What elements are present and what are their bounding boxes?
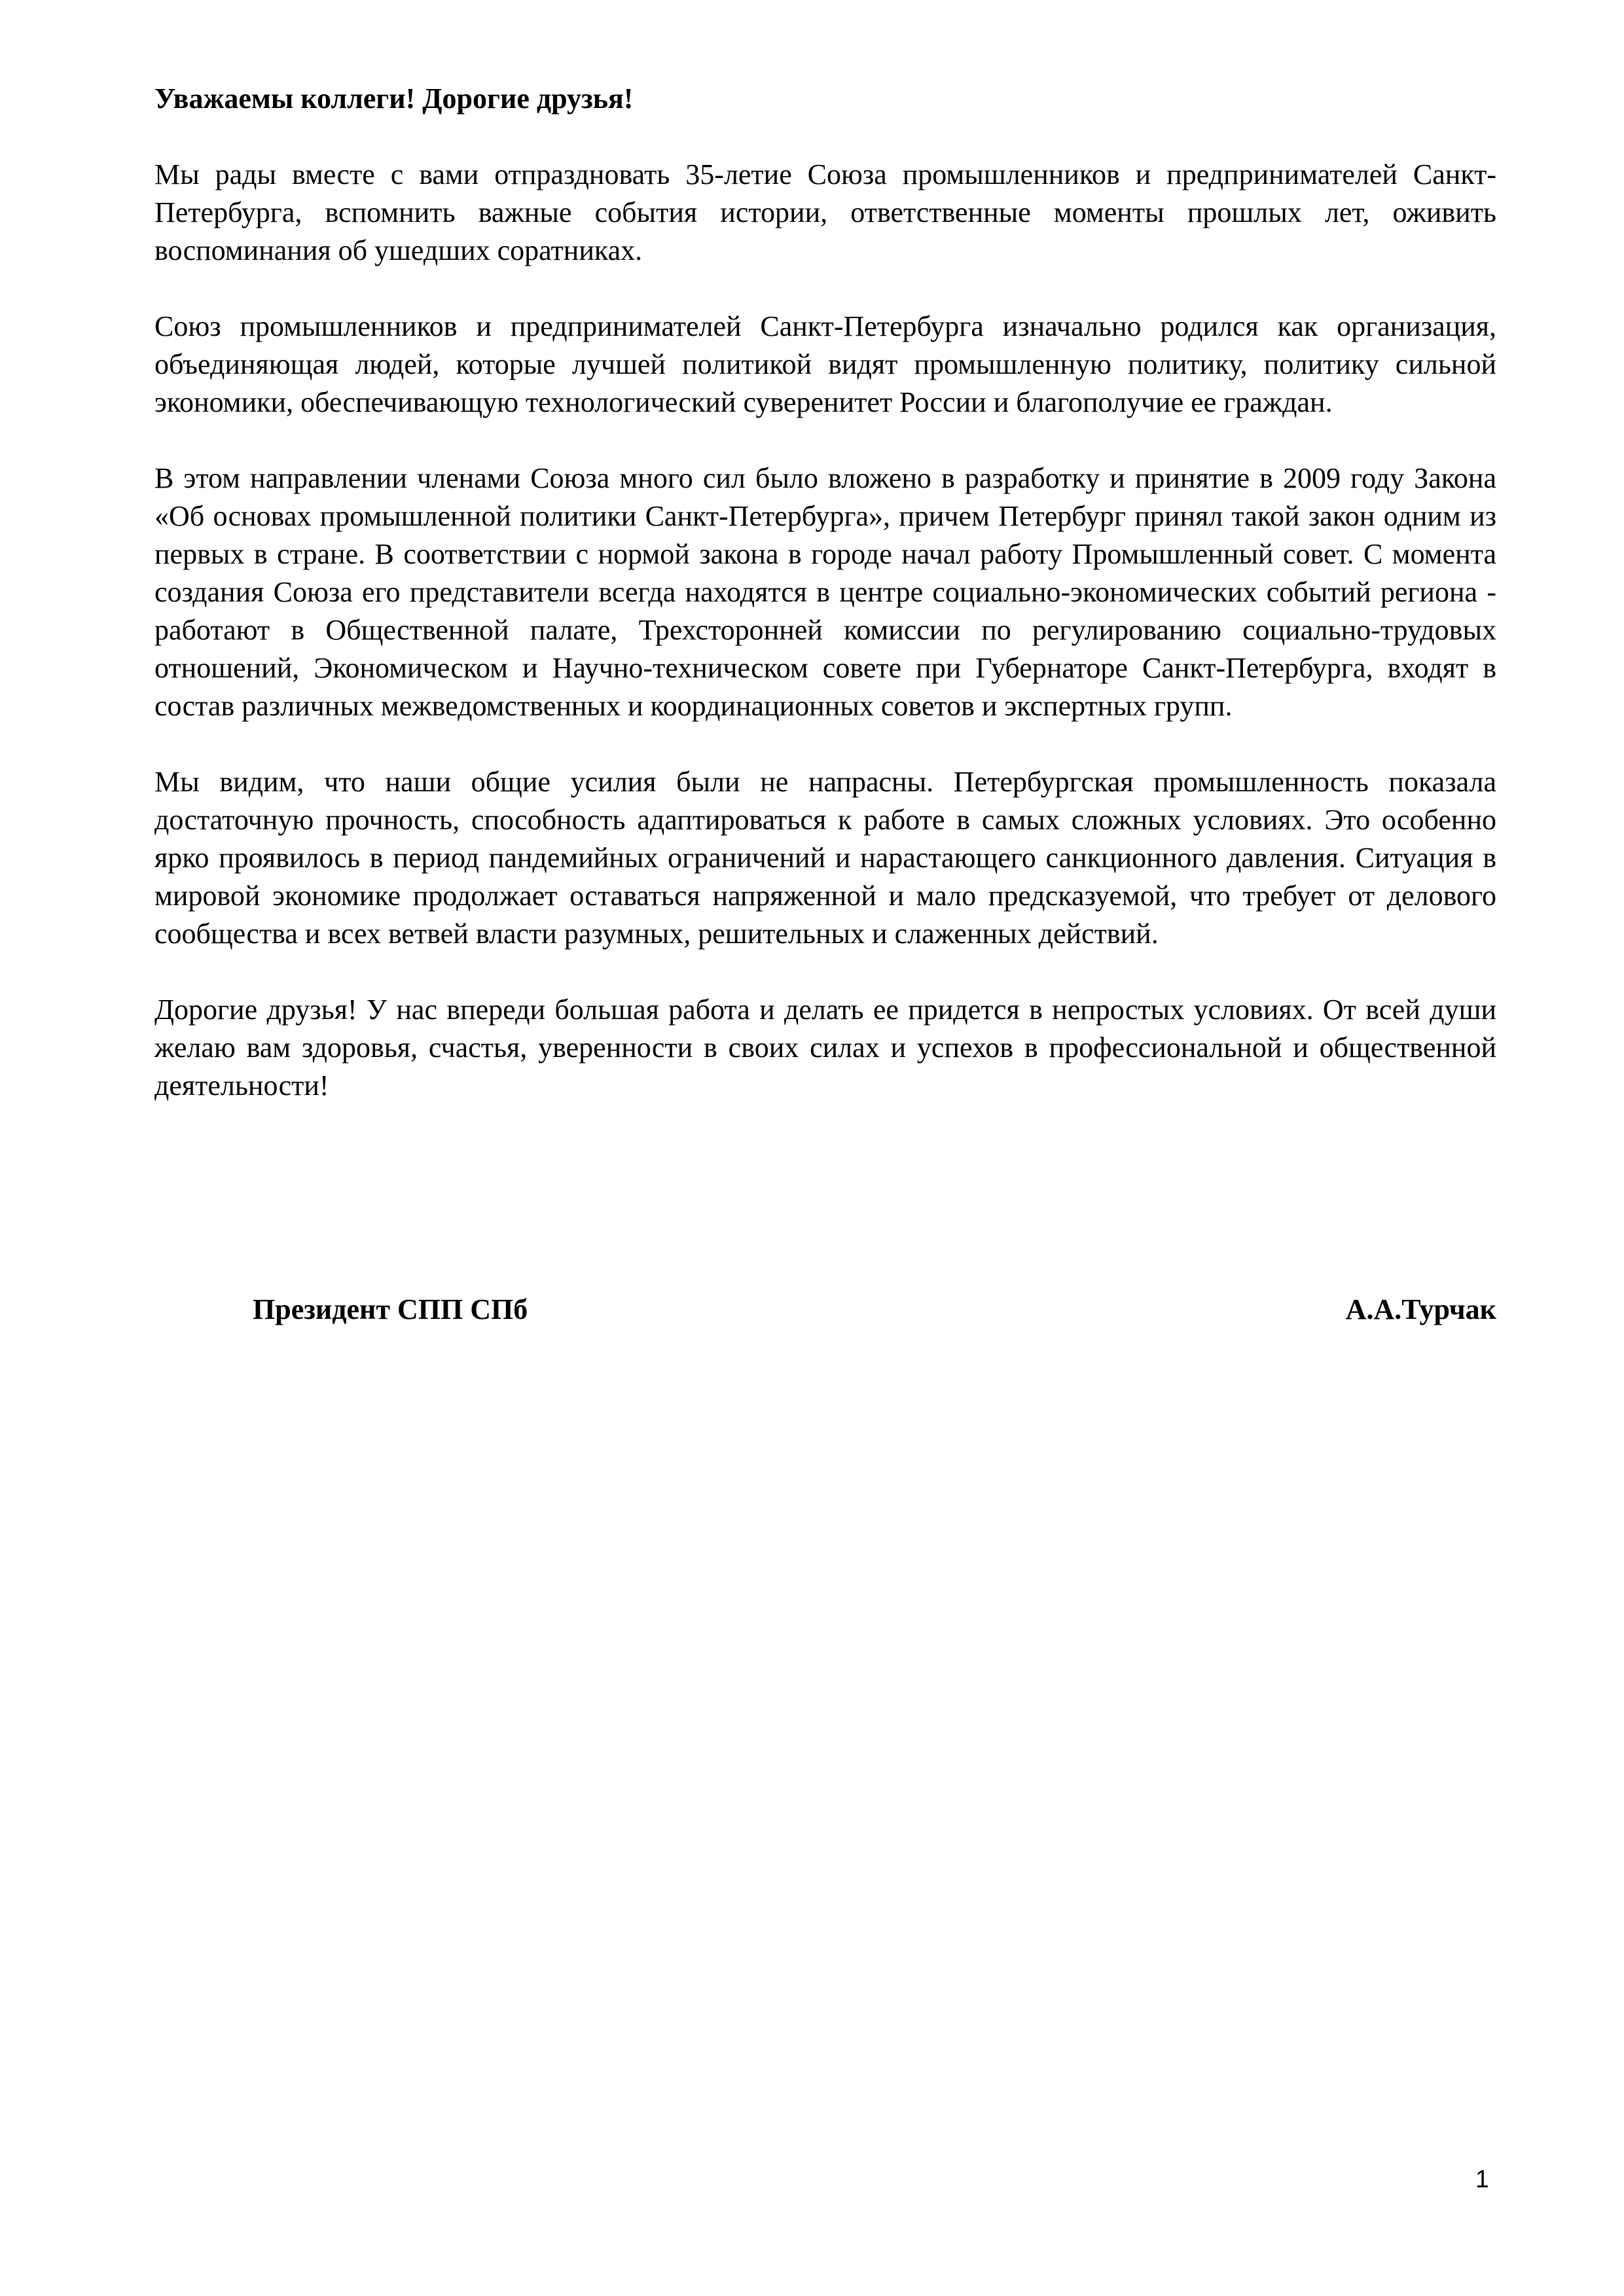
paragraph-closing-wishes: Дорогие друзья! У нас впереди большая работа и делать ее придется в непростых условиях. От всей души желаю вам здоровья, счастья, уверенности в своих силах и успехов в профессиональной и общественной деятельности!	[154, 994, 1496, 1102]
signature-title: Президент СПП СПб	[253, 1293, 528, 1325]
paragraph-anniversary: Мы рады вместе с вами отпраздновать 35-летие Союза промышленников и предпринимателей Санкт-Петербурга, вспомнить важные события истории, ответственные моменты прошлых лет, оживить воспоминания об ушедших соратниках.	[154, 158, 1496, 266]
signature-name: А.А.Турчак	[1345, 1293, 1496, 1325]
paragraph-industrial-policy-law: В этом направлении членами Союза много сил было вложено в разработку и принятие в 2009 году Закона «Об основах промышленной политики Санкт-Петербурга», причем Петербург принял такой закон одним из первых в стране. В соответствии с нормой закона в городе начал работу Промышленный совет. С момента создания Союза его представители всегда находятся в центре социально-экономических событий региона - работают в Общественной палате, Трехсторонней комиссии по регулированию социально-трудовых отношений, Экономическом и Научно-техническом совете при Губернаторе Санкт-Петербурга, входят в состав различных межведомственных и координационных советов и экспертных групп.	[154, 462, 1496, 722]
greeting-heading: Уважаемы коллеги! Дорогие друзья!	[154, 82, 634, 115]
letter-body	[154, 156, 1496, 1105]
page-number: 1	[1475, 2166, 1489, 2193]
paragraph-union-origin: Союз промышленников и предпринимателей Санкт-Петербурга изначально родился как организация, объединяющая людей, которые лучшей политикой видят промышленную политику, политику сильной экономики, обеспечивающую технологический суверенитет России и благополучие ее граждан.	[154, 310, 1496, 418]
letter-content	[154, 80, 1496, 1105]
paragraph-industry-resilience: Мы видим, что наши общие усилия были не напрасны. Петербургская промышленность показала достаточную прочность, способность адаптироваться к работе в самых сложных условиях. Это особенно ярко проявилось в период пандемийных ограничений и нарастающего санкционного давления. Ситуация в мировой экономике продолжает оставаться напряженной и мало предсказуемой, что требует от делового сообщества и всех ветвей власти разумных, решительных и слаженных действий.	[154, 766, 1496, 950]
signature-block	[253, 1291, 1496, 1329]
